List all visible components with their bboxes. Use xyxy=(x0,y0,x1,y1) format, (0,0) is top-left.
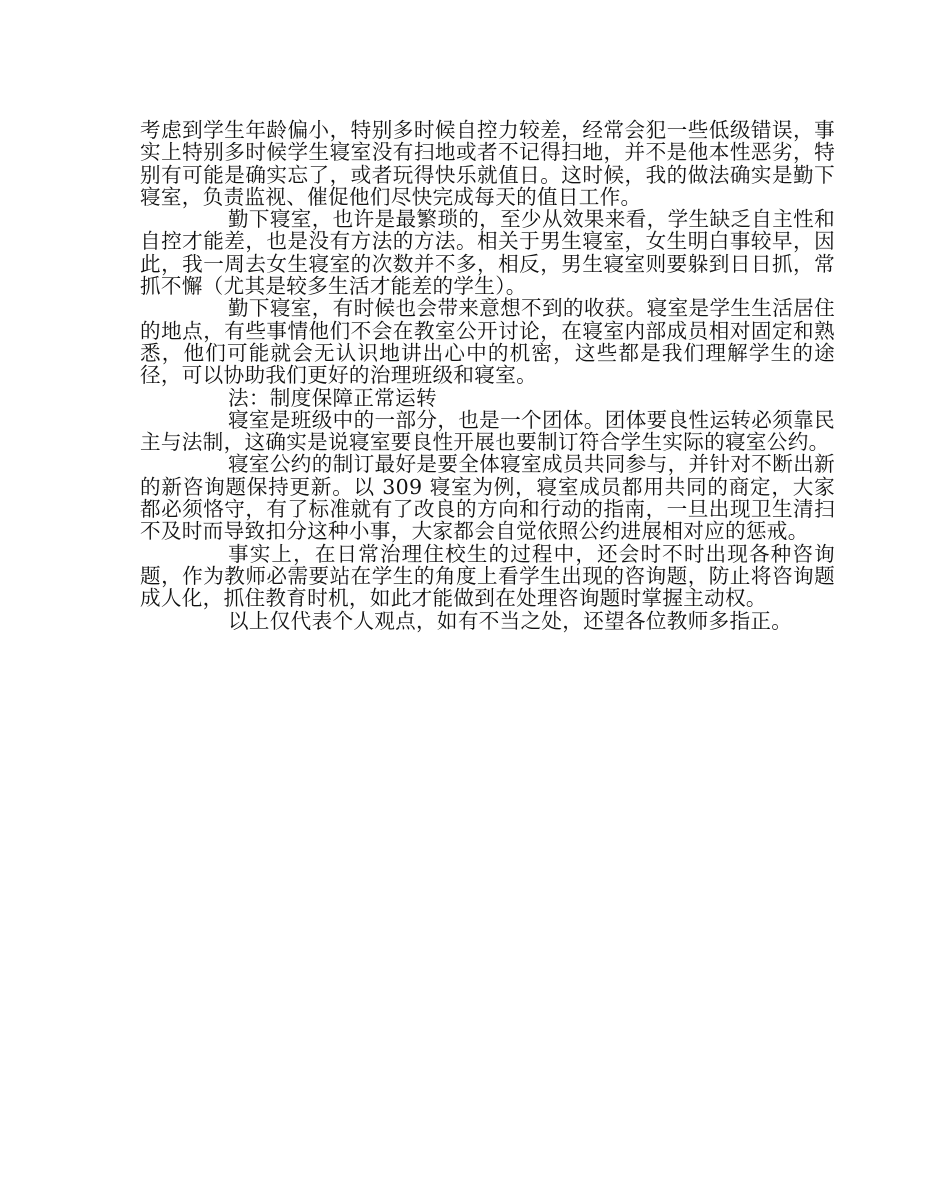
paragraph-1: 考虑到学生年龄偏小，特别多时候自控力较差，经常会犯一些低级错误，事实上特别多时候学生寝室没有扫地或者不记得扫地，并不是他本性恶劣，特别有可能是确实忘了，或者玩得快乐就值日。这时候，我的做法确实是勤下寝室，负责监视、催促他们尽快完成每天的值日工作。 xyxy=(140,118,835,209)
paragraph-2: 勤下寝室，也许是最繁琐的，至少从效果来看，学生缺乏自主性和自控才能差，也是没有方法的方法。相关于男生寝室，女生明白事较早，因此，我一周去女生寝室的次数并不多，相反，男生寝室则要躲到日日抓，常抓不懈（尤其是较多生活才能差的学生）。 xyxy=(140,207,835,299)
paragraph-8: 以上仅代表个人观点，如有不当之处，还望各位教师多指正。 xyxy=(228,608,793,633)
paragraph-6: 寝室公约的制订最好是要全体寝室成员共同参与，并针对不断出新的新咨询题保持更新。以 309 寝室为例，寝室成员都用共同的商定，大家都必须恪守，有了标准就有了改良的方向和行动的指南，一旦出现卫生清扫不及时而导致扣分这种小事，大家都会自觉依照公约进展相对应的惩戒。 xyxy=(140,452,835,544)
paragraph-7: 事实上，在日常治理住校生的过程中，还会时不时出现各种咨询题，作为教师必需要站在学生的角度上看学生出现的咨询题，防止将咨询题成人化，抓住教育时机，如此才能做到在处理咨询题时掌握主动权。 xyxy=(140,541,835,611)
paragraph-5: 寝室是班级中的一部分，也是一个团体。团体要良性运转必须靠民主与法制，这确实是说寝室要良性开展也要制订符合学生实际的寝室公约。 xyxy=(140,407,835,455)
paragraph-3: 勤下寝室，有时候也会带来意想不到的收获。寝室是学生生活居住的地点，有些事情他们不会在教室公开讨论，在寝室内部成员相对固定和熟悉，他们可能就会无认识地讲出心中的机密，这些都是我们理解学生的途径，可以协助我们更好的治理班级和寝室。 xyxy=(140,296,835,388)
document-body xyxy=(140,119,835,632)
section-heading: 法：制度保障正常运转 xyxy=(228,385,437,410)
